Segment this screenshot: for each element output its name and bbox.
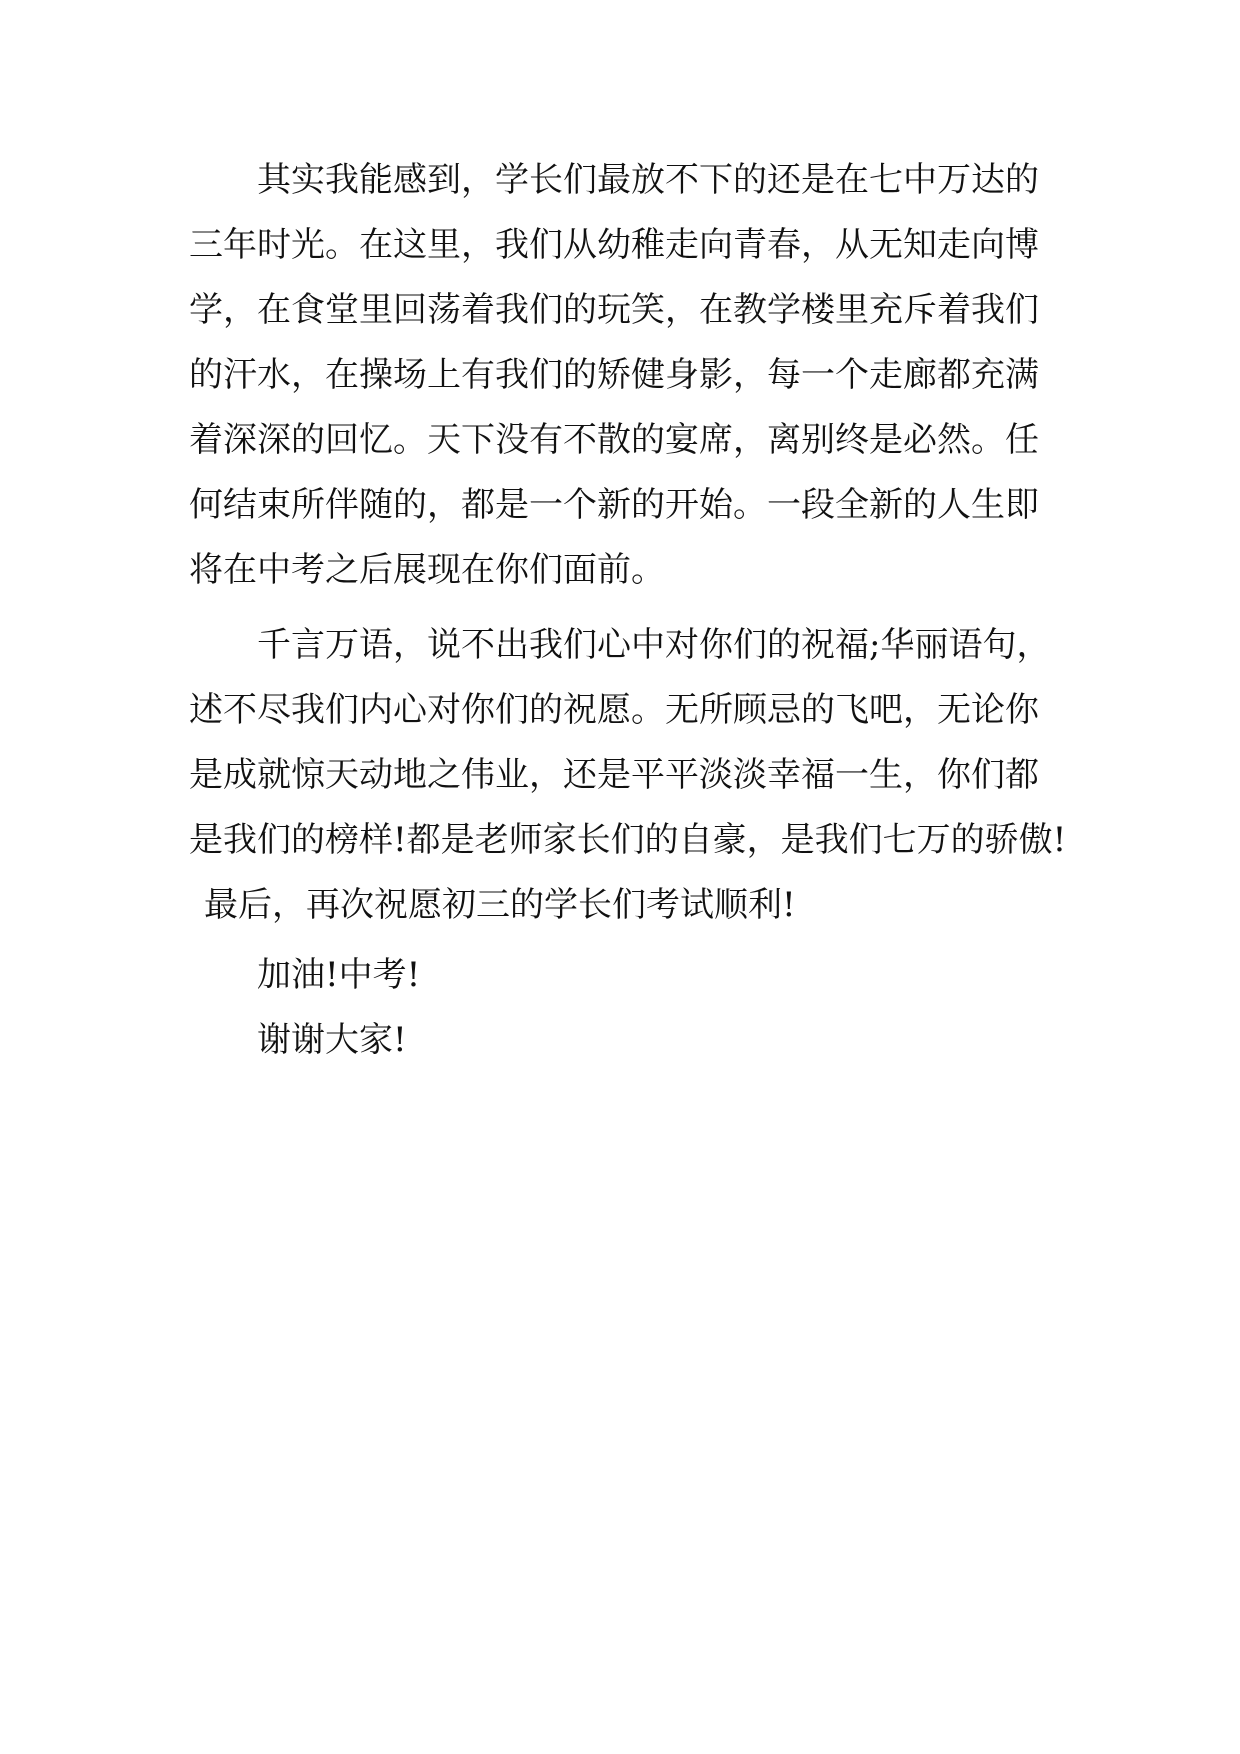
paragraph-2-line-1: 千言万语，说不出我们心中对你们的祝福;华丽语句， bbox=[257, 625, 1051, 665]
closing-line: 最后，再次祝愿初三的学长们考试顺利! bbox=[204, 885, 796, 925]
thanks-line: 谢谢大家! bbox=[257, 1020, 407, 1060]
paragraph-1-line-5: 着深深的回忆。天下没有不散的宴席，离别终是必然。任 bbox=[189, 420, 1039, 460]
paragraph-1-line-7: 将在中考之后展现在你们面前。 bbox=[189, 550, 665, 590]
paragraph-1-line-3: 学，在食堂里回荡着我们的玩笑，在教学楼里充斥着我们 bbox=[189, 290, 1039, 330]
paragraph-1-line-6: 何结束所伴随的，都是一个新的开始。一段全新的人生即 bbox=[189, 485, 1039, 525]
paragraph-2-line-2: 述不尽我们内心对你们的祝愿。无所顾忌的飞吧，无论你 bbox=[189, 690, 1039, 730]
paragraph-1-line-1: 其实我能感到，学长们最放不下的还是在七中万达的 bbox=[257, 160, 1039, 200]
paragraph-2-line-4: 是我们的榜样!都是老师家长们的自豪，是我们七万的骄傲! bbox=[189, 820, 1067, 860]
paragraph-1-line-4: 的汗水，在操场上有我们的矫健身影，每一个走廊都充满 bbox=[189, 355, 1039, 395]
paragraph-2-line-3: 是成就惊天动地之伟业，还是平平淡淡幸福一生，你们都 bbox=[189, 755, 1039, 795]
cheer-line: 加油!中考! bbox=[257, 955, 421, 995]
paragraph-1-line-2: 三年时光。在这里，我们从幼稚走向青春，从无知走向博 bbox=[189, 225, 1039, 265]
